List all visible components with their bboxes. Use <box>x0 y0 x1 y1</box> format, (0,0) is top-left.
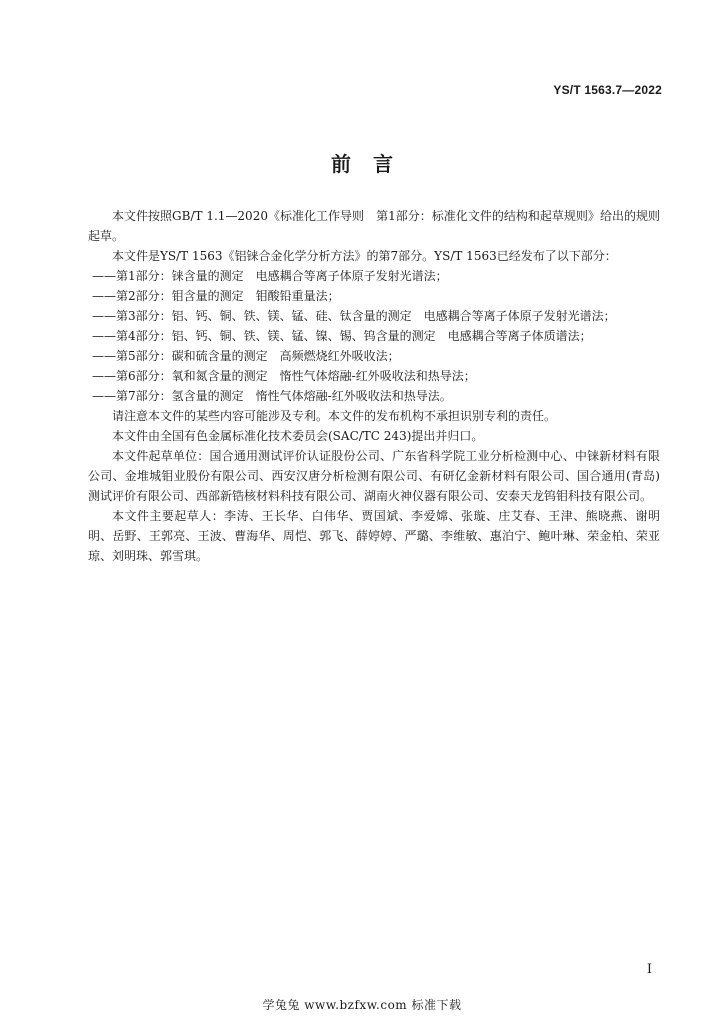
standard-code: YS/T 1563.7—2022 <box>553 83 662 97</box>
list-item-part-2: ——第2部分：钼含量的测定 钼酸铅重量法； <box>92 289 340 303</box>
paragraph-committee: 本文件由全国有色金属标准化技术委员会(SAC/TC 243)提出并归口。 <box>112 429 484 443</box>
page-title: 前言 <box>331 152 415 176</box>
page-number: I <box>646 962 652 977</box>
list-item-part-5: ——第5部分：碳和硫含量的测定 高频燃烧红外吸收法； <box>92 349 400 363</box>
paragraph-parts-intro: 本文件是YS/T 1563《铝铼合金化学分析方法》的第7部分。YS/T 1563已经发布了以下部分： <box>112 249 617 263</box>
list-item-part-7: ——第7部分：氢含量的测定 惰性气体熔融-红外吸收法和热导法。 <box>92 389 452 403</box>
paragraph-patent-notice: 请注意本文件的某些内容可能涉及专利。本文件的发布机构不承担识别专利的责任。 <box>112 409 557 423</box>
list-item-part-6: ——第6部分：氧和氮含量的测定 惰性气体熔融-红外吸收法和热导法； <box>92 369 476 383</box>
list-item-part-4: ——第4部分：铝、钙、铜、铁、镁、锰、镍、锡、钨含量的测定 电感耦合等离子体质谱法； <box>92 329 592 343</box>
paragraph-drafting-units: 本文件起草单位：国合通用测试评价认证股份公司、广东省科学院工业分析检测中心、中铼新材料有限公司、金堆城钼业股份有限公司、西安汉唐分析检测有限公司、有研亿金新材料有限公司、国合通用(青岛)测试评价有限公司、西部新锆核材料科技有限公司、湖南火神仪器有限公司、安泰天龙钨钼科技有限公司。 <box>88 449 660 503</box>
document-body <box>88 206 660 566</box>
list-item-part-3: ——第3部分：铝、钙、铜、铁、镁、锰、硅、钛含量的测定 电感耦合等离子体原子发射光谱法； <box>92 309 616 323</box>
list-item-part-1: ——第1部分：铼含量的测定 电感耦合等离子体原子发射光谱法； <box>92 269 448 283</box>
paragraph-drafting-rules: 本文件按照GB/T 1.1—2020《标准化工作导则 第1部分：标准化文件的结构和起草规则》给出的规则起草。 <box>88 209 660 243</box>
paragraph-drafters: 本文件主要起草人：李涛、王长华、白伟华、贾国斌、李爱嫦、张璇、庄艾春、王津、熊晓燕、谢明明、岳野、王郭亮、王波、曹海华、周恺、郭飞、薛婷婷、严璐、李维敏、惠泊宁、鲍叶琳、荣金柏、荣亚琼、刘明珠、郭雪琪。 <box>88 509 660 563</box>
footer-watermark: 学兔兔 www.bzfxw.com 标准下载 <box>262 998 462 1012</box>
